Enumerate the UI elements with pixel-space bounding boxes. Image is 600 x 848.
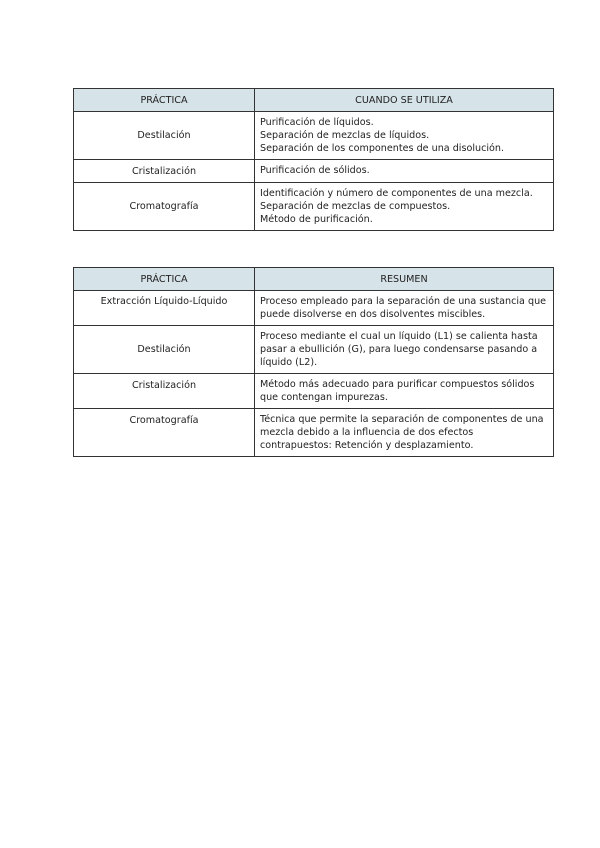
uses-cell <box>255 160 554 183</box>
header-summary: RESUMEN <box>255 268 554 291</box>
summary-text: Proceso mediante el cual un líquido (L1) se calienta hasta pasar a ebullición (G), para luego condensarse pasando a líquido (L2). <box>260 331 538 368</box>
use-line: Purificación de líquidos. <box>260 117 374 128</box>
practice-cell: Extracción Líquido-Líquido <box>74 291 255 326</box>
use-line: Identificación y número de componentes de una mezcla. <box>260 188 533 199</box>
use-line: Método de purificación. <box>260 214 373 225</box>
header-when-used: CUANDO SE UTILIZA <box>255 89 554 112</box>
table-row <box>74 112 554 160</box>
summary-text: Método más adecuado para purificar compuestos sólidos que contengan impurezas. <box>260 379 535 403</box>
table-row <box>74 326 554 374</box>
table-row <box>74 291 554 326</box>
practice-cell: Cristalización <box>74 160 255 183</box>
summary-cell <box>255 326 554 374</box>
uses-cell <box>255 183 554 231</box>
summary-text: Técnica que permite la separación de componentes de una mezcla debido a la influencia de dos efectos contrapuestos: Retención y desplazamiento. <box>260 414 544 451</box>
table-header-row <box>74 268 554 291</box>
use-line: Separación de los componentes de una disolución. <box>260 143 505 154</box>
summary-cell <box>255 291 554 326</box>
uses-table <box>73 88 554 231</box>
header-practice: PRÁCTICA <box>74 89 255 112</box>
table-header-row <box>74 89 554 112</box>
practice-cell: Cromatografía <box>74 409 255 457</box>
summary-cell <box>255 374 554 409</box>
use-line: Separación de mezclas de líquidos. <box>260 130 430 141</box>
use-line: Separación de mezclas de compuestos. <box>260 201 451 212</box>
practice-cell: Destilación <box>74 112 255 160</box>
summary-text: Proceso empleado para la separación de una sustancia que puede disolverse en dos disolventes miscibles. <box>260 296 547 320</box>
use-line: Purificación de sólidos. <box>260 165 370 176</box>
table-row <box>74 409 554 457</box>
table-row <box>74 160 554 183</box>
practice-cell: Cromatografía <box>74 183 255 231</box>
summary-cell <box>255 409 554 457</box>
table-row <box>74 374 554 409</box>
header-practice: PRÁCTICA <box>74 268 255 291</box>
practice-cell: Destilación <box>74 326 255 374</box>
summary-table <box>73 267 554 457</box>
practice-cell: Cristalización <box>74 374 255 409</box>
uses-cell <box>255 112 554 160</box>
table-row <box>74 183 554 231</box>
